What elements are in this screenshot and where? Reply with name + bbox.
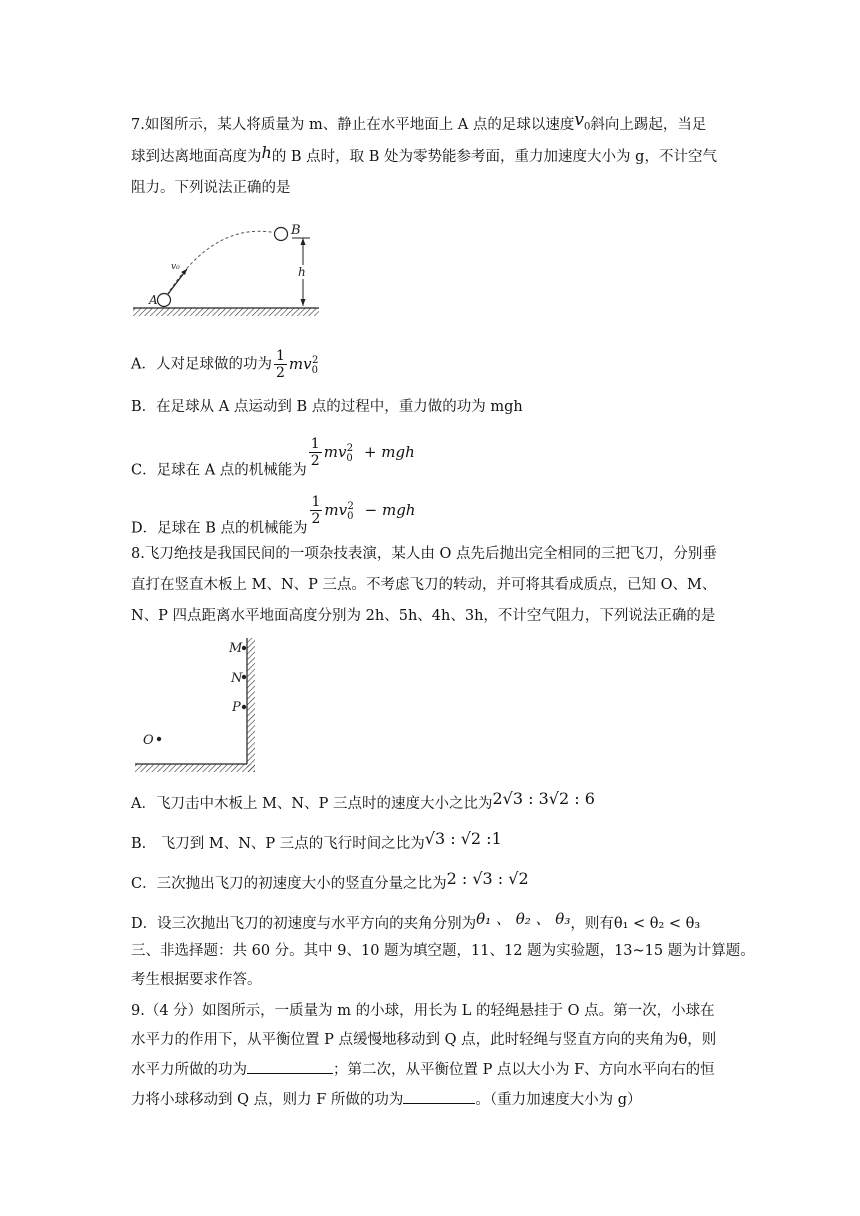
q7-option-C [131,436,415,487]
q9-line3-a: 水平力所做的功为 [131,1062,247,1078]
q7-option-A-text: A．人对足球做的功为 [131,356,272,373]
q9-line3 [131,1060,715,1080]
q7-stem-text-b: 斜向上踢起，当足 [590,117,707,133]
ground-hatch [133,308,319,316]
section3-line1: 三、非选择题：共 60 分。其中 9、10 题为填空题，11、12 题为实验题，13~15 题为计算题。 [131,943,755,959]
point-O [157,737,161,741]
q8-option-B [131,829,502,854]
frac-den: 2 [311,511,321,527]
label-A: A [149,293,158,307]
point-M [242,646,246,650]
ball-A [158,294,171,307]
q8-stem-line3: N、P 四点距离水平地面高度分别为 2h、5h、4h、3h，不计空气阻力，下列说法正确的是 [131,608,716,624]
q8-option-A-math: 2√3 : 3√2 : 6 [492,789,595,808]
label-N: N [231,671,243,686]
label-P: P [232,700,241,715]
q9-line3-b: ；第二次，从平衡位置 P 点以大小为 F、方向水平向右的恒 [333,1062,715,1078]
q9-line2: 水平力的作用下，从平衡位置 P 点缓慢地移动到 Q 点，此时轻绳与竖直方向的夹角为θ，则 [131,1032,717,1048]
label-B: B [291,223,301,238]
q8-option-D-text: D．设三次抛出飞刀的初速度与水平方向的夹角分别为 [131,916,477,932]
v0-subscript: 0 [584,121,591,133]
q8-stem-line2: 直打在竖直木板上 M、N、P 三点。不考虑飞刀的转动，并可将其看成质点，已知 O、M、 [131,577,717,593]
q8-option-C-math: 2 : √3 : √2 [446,869,529,888]
q7-option-D [131,494,416,545]
q9-line4-a: 力将小球移动到 Q 点，则力 F 所做的功为 [131,1092,404,1108]
section3-line2: 考生根据要求作答。 [131,972,262,988]
q8-option-A-text: A．飞刀击中木板上 M、N、P 三点时的速度大小之比为 [131,796,493,812]
h-symbol: h [261,143,272,162]
q7-stem-text-d: 的 B 点时，取 B 处为零势能参考面，重力加速度大小为 g，不计空气 [271,149,717,165]
frac-den: 2 [310,453,320,469]
v0-symbol [574,110,591,133]
frac-half-C [309,436,322,469]
q7-option-B: B．在足球从 A 点运动到 B 点的过程中，重力做的功为 mgh [131,399,523,415]
q7-stem-line3: 阻力。下列说法正确的是 [131,180,291,196]
q7-option-A [131,348,324,381]
plus-mgh: + mgh [359,442,415,461]
ball-B [275,228,288,241]
frac-den: 2 [275,365,285,381]
q7-option-D-math [308,494,416,527]
q7-stem-text-c: 球到达离地面高度为 [131,149,262,165]
q7-option-C-text: C．足球在 A 点的机械能为 [131,462,307,479]
frac-half-D [310,494,323,527]
ground-hatch [135,764,255,772]
mv0-sq-D: $mv_0^2$ [324,500,354,522]
v0-label: v₀ [171,262,180,272]
minus-mgh: − mgh [359,500,416,519]
point-P [242,705,246,709]
frac-num: 1 [311,494,321,510]
q7-option-D-text: D．足球在 B 点的机械能为 [131,520,308,537]
label-O: O [143,733,154,748]
mv0-sq-C: $mv_0^2$ [323,442,354,464]
point-N [242,675,246,679]
board-hatch [247,638,255,772]
q7-figure [131,216,321,322]
q8-option-A [131,789,595,814]
q7-stem-line1 [131,110,707,141]
q8-figure [131,634,263,776]
frac-num: 1 [310,436,320,452]
h-arrow-top [301,238,306,245]
q8-stem-line1: 8.飞刀绝技是我国民间的一项杂技表演，某人由 O 点先后抛出完全相同的三把飞刀，分别垂 [131,546,717,562]
q8-option-D-tail: ，则有θ₁ < θ₂ < θ₃ [570,916,701,932]
trajectory [167,231,281,295]
label-M: M [229,641,243,656]
q8-option-C-text: C．三次抛出飞刀的初速度大小的竖直分量之比为 [131,876,447,892]
q7-stem-line2 [131,143,717,167]
q8-option-D-angles: θ₁ 、 θ₂ 、 θ₃ [476,910,571,928]
frac-num: 1 [275,348,285,364]
h-arrow-bottom [301,299,306,306]
q8-option-C [131,869,529,894]
v0-arrowhead [181,269,187,275]
q7-stem-text: 7.如图所示，某人将质量为 m、静止在水平地面上 A 点的足球以速度 [131,117,575,133]
q9-line4 [131,1090,642,1110]
label-h: h [298,265,306,279]
q8-option-D [131,910,701,934]
q8-option-B-text: B. 飞刀到 M、N、P 三点的飞行时间之比为 [131,836,425,852]
q9-line1: 9.（4 分）如图所示，一质量为 m 的小球，用长为 L 的轻绳悬挂于 O 点。第一次，小球在 [131,1003,715,1019]
answer-blank-2[interactable] [403,1103,475,1104]
answer-blank-1[interactable] [247,1073,333,1074]
q7-option-C-math [307,436,415,469]
mv0-sq-A: $mv_0^2$ [288,354,319,376]
frac-half-A [274,348,287,381]
v0-letter: v [574,110,584,130]
q9-line4-b: 。（重力加速度大小为 g） [475,1092,642,1108]
q8-option-B-math: √3 : √2 :1 [424,829,502,848]
